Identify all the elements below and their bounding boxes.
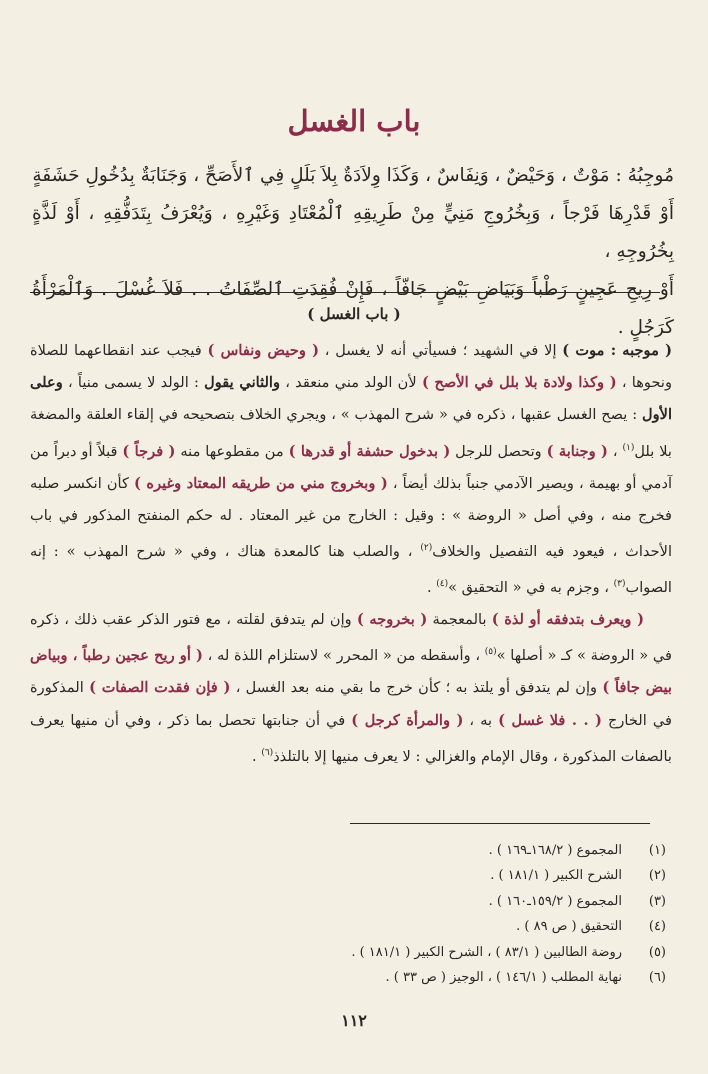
footnote-ref: (٣) — [613, 579, 626, 590]
footnote-text: المجموع ( ١٦٨/٢ـ١٦٩ ) . — [488, 843, 622, 858]
footnote-item — [40, 940, 666, 965]
commentary-text: وتحصل للرجل — [450, 442, 547, 460]
commentary-text: المذكورة في الخارج — [30, 679, 672, 729]
commentary-text: وإن لم يتدفق لقلته ، مع فتور الذكر عقب ذلك ، ذكره في « الروضة » كـ « أصلها » — [30, 611, 672, 665]
commentary-text: كأن انكسر صلبه فخرج منه ، وفي أصل « الروضة » : وقيل : الخارج من غير المعتاد . له حكم المنفتح المذكور في باب الأحداث ، فيعود فيه التفصيل والخلاف — [30, 474, 672, 560]
commentary-text: في أن جنابتها تحصل بما ذكر ، وفي أن منيها يعرف بالصفات المذكورة ، وقال الإمام والغزالي : لا يعرف منيها إلا بالتلذذ — [30, 711, 672, 765]
footnotes — [40, 838, 666, 990]
commentary-text: فيجب عند انقطاعهما للصلاة ونحوها ، — [30, 342, 672, 392]
quoted-matn: ( وكذا ولادة بلا بلل في الأصح ) — [421, 374, 617, 392]
bold-term: ( موجبه : موت ) — [562, 342, 673, 359]
commentary-heading: ( باب الغسل ) — [307, 305, 401, 323]
footnote-number: (٢) — [648, 868, 666, 884]
footnote-item — [40, 863, 666, 888]
commentary-text: لأن الولد مني منعقد ، — [280, 374, 422, 392]
bold-term: والثاني يقول — [204, 374, 281, 392]
commentary-paragraph — [30, 335, 672, 604]
page-number: ١١٢ — [341, 1011, 367, 1030]
commentary-text: . — [426, 579, 437, 596]
chapter-title: باب الغسل — [287, 104, 421, 138]
quoted-matn: ( وحيض ونفاس ) — [207, 342, 319, 359]
footnote-ref: (٢) — [420, 543, 433, 554]
quoted-matn: ( وجنابة ) — [546, 442, 608, 460]
commentary-paragraph — [30, 604, 672, 773]
commentary-text: وإن لم يتدفق أو يلتذ به ؛ كأن خرج ما بقي منه بعد الغسل ، — [230, 679, 603, 697]
commentary-text: إلا في الشهيد ؛ فسيأتي أنه لا يغسل ، — [319, 342, 563, 359]
footnote-number: (٤) — [648, 919, 666, 935]
main-text-line: أَوْ قَدْرِهَا فَرْجاً ، وَبِخُرُوجِ مَنِيٍّ مِنْ طَرِيقِهِ ٱلْمُعْتَادِ وَغَيْرِهِ ، وَيُعْرَفُ بِتَدَفُّقِهِ ، أَوْ لَذَّةٍ بِخُرُوجِهِ ، — [32, 203, 674, 262]
footnote-number: (٦) — [648, 970, 666, 986]
footnote-ref: (١) — [622, 442, 635, 453]
quoted-matn: ( بخروجه ) — [356, 611, 428, 629]
quoted-matn: ( أو ريح عجين رطباً ، وبياض بيض جافاً ) — [30, 647, 672, 697]
bold-term: وعلى الأول — [30, 374, 672, 424]
quoted-matn: ( فرجاً ) — [122, 442, 176, 460]
footnote-number: (٣) — [648, 893, 666, 909]
commentary-text: ، والصلب هنا كالمعدة هناك ، وفي « شرح المهذب » : إنه الصواب — [30, 542, 672, 596]
commentary-text: ، وأسقطه من « المحرر » لاستلزام اللذة له ، — [202, 647, 485, 665]
quoted-matn: ( . . فلا غسل ) — [498, 711, 602, 729]
quoted-matn: ( ويعرف بتدفقه أو لذة ) — [491, 611, 644, 629]
commentary-text: ، — [607, 442, 623, 460]
footnote-ref: (٤) — [436, 579, 449, 590]
footnote-number: (٥) — [648, 944, 666, 960]
footnote-rule — [350, 823, 650, 824]
commentary-text: ، وجزم به في « التحقيق » — [448, 579, 614, 596]
separator-rule — [30, 292, 660, 293]
footnote-text: روضة الطالبين ( ٨٣/١ ) ، الشرح الكبير ( ١٨١/١ ) . — [351, 944, 622, 960]
footnote-item — [40, 889, 666, 914]
footnote-item — [40, 965, 666, 990]
footnote-text: التحقيق ( ص ٨٩ ) . — [516, 919, 622, 935]
footnote-ref: (٦) — [261, 747, 274, 758]
footnote-ref: (٥) — [484, 647, 497, 658]
commentary — [30, 335, 672, 773]
commentary-text: : يصح الغسل عقبها ، ذكره في « شرح المهذب » ، ويجري الخلاف بتصحيحه في إلقاء العلقة والمضغة بلا بلل — [30, 406, 672, 460]
commentary-text: : الولد لا يسمى منياً ، — [62, 374, 205, 392]
commentary-text: من مقطوعها منه — [175, 442, 289, 460]
footnote-number: (١) — [648, 843, 666, 858]
footnote-text: المجموع ( ١٥٩/٢ـ١٦٠ ) . — [488, 893, 622, 909]
commentary-text: به ، — [463, 711, 499, 729]
commentary-text: بالمعجمة — [427, 611, 492, 629]
footnote-item — [40, 838, 666, 863]
commentary-text: قبلاً أو دبراً من آدمي أو بهيمة ، ويصير الآدمي جنباً بذلك أيضاً ، — [30, 442, 673, 492]
footnote-text: نهاية المطلب ( ١٤٦/١ ) ، الوجيز ( ص ٣٣ ) . — [385, 970, 622, 986]
quoted-matn: ( فإن فقدت الصفات ) — [89, 679, 231, 697]
main-text-line: أَوْ رِيحِ عَجِينٍ رَطْباً وَبَيَاضِ بَيْضٍ جَافّاً ، فَإِنْ فُقِدَتِ ٱلصِّفَاتُ . . فَلاَ غُسْلَ . وَٱلْمَرْأَةُ كَرَجُلٍ . — [32, 279, 674, 338]
footnote-item — [40, 914, 666, 939]
commentary-text: . — [252, 747, 262, 765]
quoted-matn: ( بدخول حشفة أو قدرها ) — [288, 442, 451, 460]
quoted-matn: ( وبخروج مني من طريقه المعتاد وغيره ) — [134, 474, 388, 492]
quoted-matn: ( والمرأة كرجل ) — [351, 711, 464, 729]
footnote-text: الشرح الكبير ( ١٨١/١ ) . — [490, 868, 622, 884]
main-text-line: مُوجِبُهُ : مَوْتٌ ، وَحَيْضٌ ، وَنِفَاسٌ ، وَكَذَا وِلاَدَةٌ بِلاَ بَلَلٍ فِي ٱلأَصَحِّ ، وَجَنَابَةٌ بِدُخُولِ حَشَفَةٍ — [32, 165, 674, 186]
